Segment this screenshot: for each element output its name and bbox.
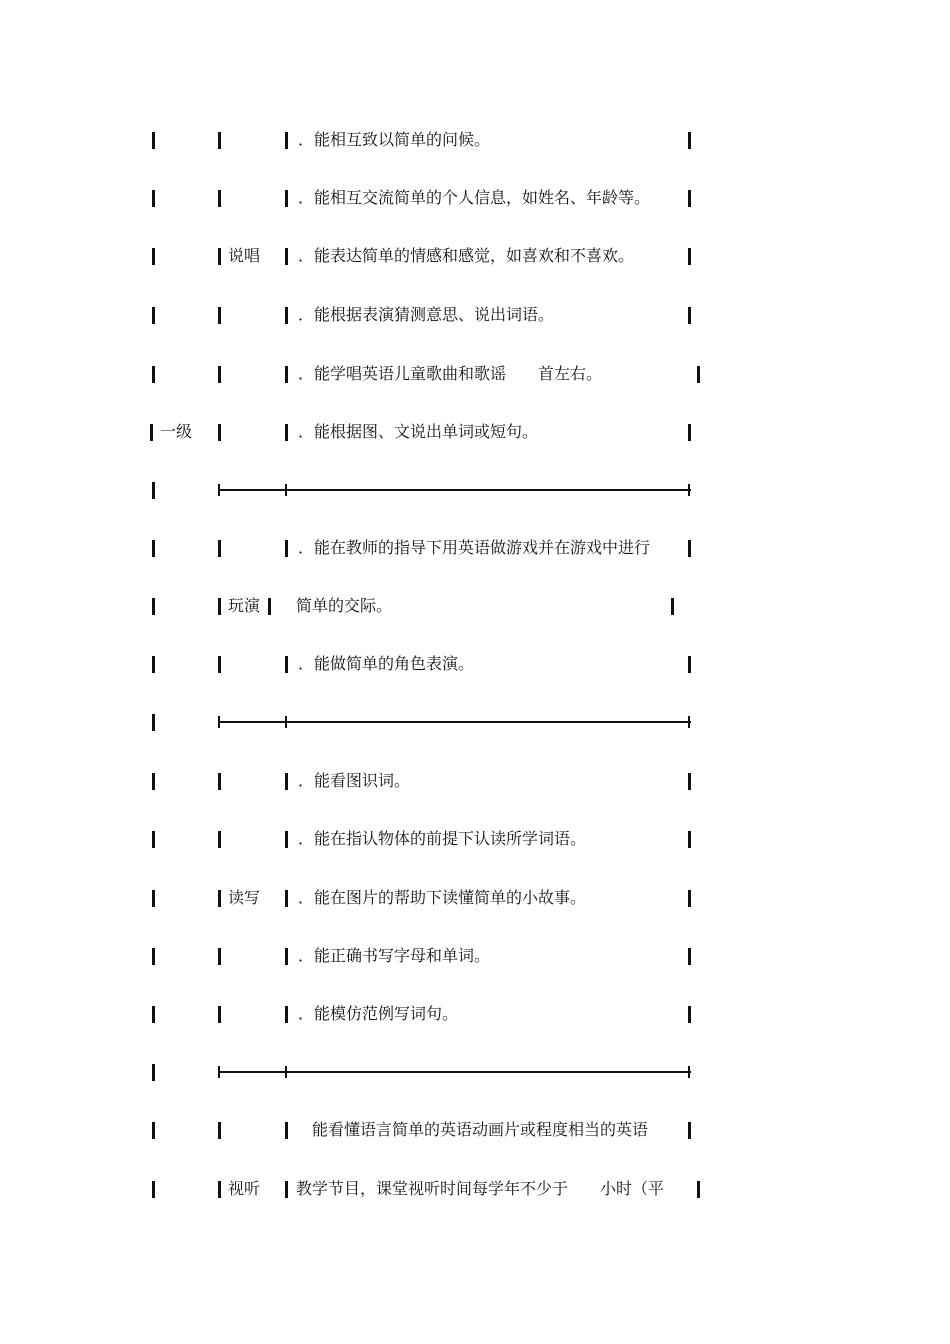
table-border (218, 948, 221, 965)
table-border (152, 540, 155, 557)
table-border (268, 598, 271, 615)
section-divider (219, 489, 691, 491)
table-border (152, 132, 155, 149)
table-border (152, 948, 155, 965)
table-border (218, 424, 221, 441)
table-border (285, 1006, 288, 1023)
divider-tick (218, 716, 220, 728)
table-border (285, 190, 288, 207)
table-border (218, 132, 221, 149)
table-border (285, 540, 288, 557)
table-border (285, 424, 288, 441)
level-label: 一级 (160, 422, 193, 441)
table-border (285, 132, 288, 149)
table-border (671, 598, 674, 615)
table-border (150, 424, 153, 441)
table-border (688, 656, 691, 673)
table-border (285, 366, 288, 383)
item-text: ．能在图片的帮助下读懂简单的小故事。 (298, 888, 587, 907)
table-border (218, 656, 221, 673)
table-border (285, 773, 288, 790)
item-text: ．能看图识词。 (298, 771, 411, 790)
table-border (688, 831, 691, 848)
table-border (688, 190, 691, 207)
table-border (285, 1181, 288, 1198)
table-border (152, 248, 155, 265)
table-border (285, 307, 288, 324)
table-border (218, 540, 221, 557)
item-text: ．能相互交流简单的个人信息，如姓名、年龄等。 (298, 188, 651, 207)
table-border (152, 831, 155, 848)
table-border (688, 424, 691, 441)
item-text: ．能在指认物体的前提下认读所学词语。 (298, 829, 587, 848)
section-label: 读写 (228, 888, 261, 907)
section-label: 玩演 (228, 596, 261, 615)
table-border (688, 948, 691, 965)
item-text: ．能在教师的指导下用英语做游戏并在游戏中进行 (298, 538, 651, 557)
divider-tick (688, 484, 690, 496)
table-border (285, 656, 288, 673)
divider-tick (285, 1066, 287, 1078)
section-divider (219, 721, 691, 723)
table-border (218, 831, 221, 848)
table-border (218, 366, 221, 383)
table-border (285, 1122, 288, 1139)
table-border (285, 890, 288, 907)
table-border (688, 132, 691, 149)
table-border (152, 890, 155, 907)
table-border (218, 890, 221, 907)
table-border (688, 773, 691, 790)
table-border (688, 248, 691, 265)
item-text: 教学节目，课堂视听时间每学年不少于 小时（平 (296, 1179, 665, 1198)
section-label: 说唱 (228, 246, 261, 265)
item-text: ．能模仿范例写词句。 (298, 1004, 459, 1023)
table-border (218, 598, 221, 615)
table-border (152, 190, 155, 207)
table-border (218, 773, 221, 790)
divider-tick (688, 1066, 690, 1078)
table-border (152, 656, 155, 673)
table-border (152, 366, 155, 383)
table-border (152, 773, 155, 790)
item-text: ．能学唱英语儿童歌曲和歌谣 首左右。 (298, 364, 603, 383)
table-border (152, 598, 155, 615)
table-border (697, 1181, 700, 1198)
divider-tick (218, 1066, 220, 1078)
section-label: 视听 (228, 1179, 261, 1198)
table-border (218, 190, 221, 207)
item-text: ．能相互致以简单的问候。 (298, 130, 491, 149)
table-border (697, 366, 700, 383)
item-text: ．能表达简单的情感和感觉，如喜欢和不喜欢。 (298, 246, 635, 265)
table-border (285, 948, 288, 965)
table-border (688, 1122, 691, 1139)
table-border (152, 1064, 155, 1081)
table-border (152, 1006, 155, 1023)
table-border (688, 540, 691, 557)
table-border (218, 1122, 221, 1139)
item-text: ．能正确书写字母和单词。 (298, 946, 491, 965)
table-border (152, 714, 155, 731)
item-text: ．能做简单的角色表演。 (298, 654, 475, 673)
item-text: ．能根据表演猜测意思、说出词语。 (298, 305, 555, 324)
divider-tick (688, 716, 690, 728)
table-border (688, 307, 691, 324)
divider-tick (285, 716, 287, 728)
table-border (152, 1181, 155, 1198)
table-border (688, 890, 691, 907)
table-border (218, 1181, 221, 1198)
table-border (218, 1006, 221, 1023)
table-border (152, 1122, 155, 1139)
divider-tick (285, 484, 287, 496)
item-text: 简单的交际。 (296, 596, 393, 615)
item-text: ．能根据图、文说出单词或短句。 (298, 422, 539, 441)
section-divider (219, 1071, 691, 1073)
table-border (152, 482, 155, 499)
table-border (688, 1006, 691, 1023)
item-text: 能看懂语言简单的英语动画片或程度相当的英语 (312, 1120, 649, 1139)
table-border (218, 248, 221, 265)
table-border (285, 248, 288, 265)
table-border (152, 307, 155, 324)
table-border (218, 307, 221, 324)
table-border (285, 831, 288, 848)
divider-tick (218, 484, 220, 496)
